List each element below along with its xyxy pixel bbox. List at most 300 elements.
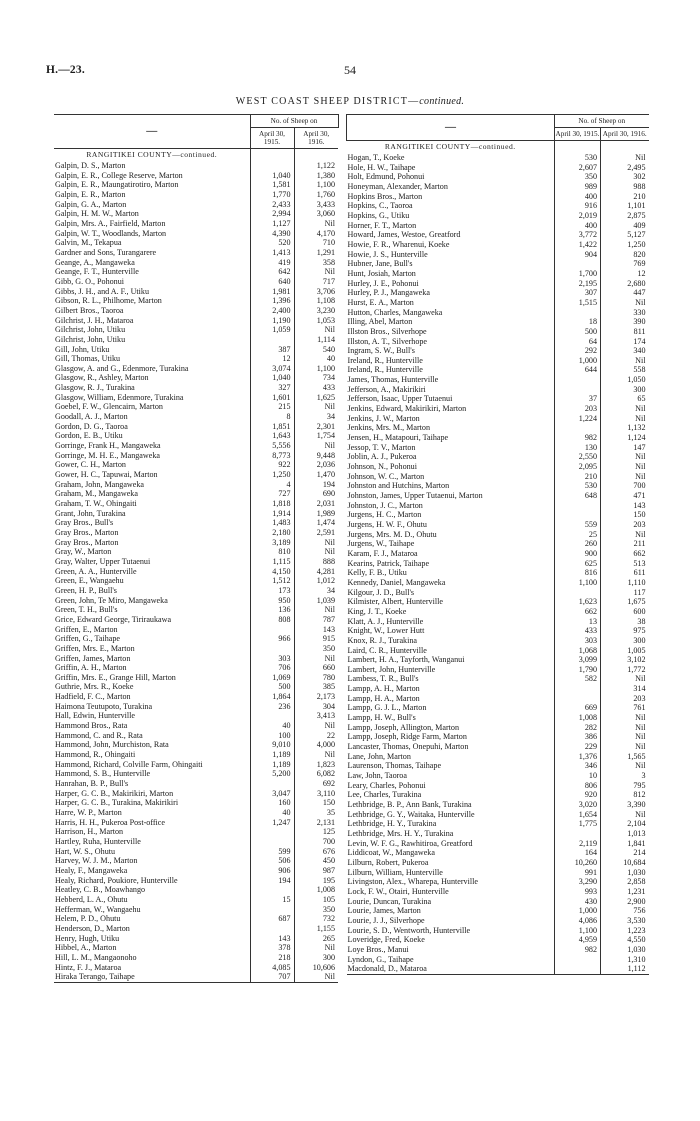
owner-name-cell: Graham, T. W., Ohingaiti (55, 499, 137, 508)
sheep-1915-cell: 2,095 (555, 462, 601, 472)
sheep-1915-cell: 215 (250, 402, 294, 412)
sheep-1915-cell: 707 (250, 972, 294, 982)
sheep-1915-cell: 130 (555, 443, 601, 453)
sheep-1915-cell: 922 (250, 460, 294, 470)
table-row (347, 636, 649, 646)
sheep-1915-cell: 640 (250, 277, 294, 287)
sheep-1916-cell: 1,470 (294, 470, 338, 480)
owner-name-cell: Glasgow, R. J., Turakina (55, 383, 135, 393)
sheep-1916-cell: 35 (294, 808, 338, 818)
owner-name-cell: Loveridge, Fred, Koeke (347, 935, 425, 945)
sheep-1916-cell: 105 (294, 895, 338, 905)
sheep-1915-cell: 210 (555, 472, 601, 482)
sheep-1915-cell: 1,069 (250, 673, 294, 683)
owner-name-cell: James, Thomas, Hunterville (347, 375, 439, 385)
sheep-1916-cell: Nil (294, 219, 338, 229)
owner-name-cell: Hintz, F. J., Mataroa (55, 962, 122, 972)
sheep-1916-cell: 717 (294, 277, 338, 287)
sheep-1915-cell: 1,512 (250, 576, 294, 586)
owner-name-cell: Hurley, P. J., Mangaweka (347, 288, 430, 298)
sheep-1916-cell: Nil (294, 402, 338, 412)
owner-name-cell: Heatley, C. B., Moawhango (55, 885, 146, 895)
owner-name-cell: Harre, W. P., Marton (55, 808, 122, 817)
sheep-1916-cell: 1,110 (601, 578, 649, 588)
sheep-1916-cell: 513 (601, 559, 649, 569)
sheep-1915-cell: 307 (555, 288, 601, 298)
sheep-1915-cell: 1,483 (250, 518, 294, 528)
owner-name-cell: Graham, M., Mangaweka (55, 489, 138, 499)
owner-name-cell: Hurley, J. E., Pohonui (347, 278, 419, 288)
sheep-1915-cell: 991 (555, 868, 601, 878)
sheep-1915-cell: 9,010 (250, 740, 294, 750)
right-sheep-table (346, 114, 649, 975)
owner-name-cell: Jenkins, Edward, Makirikiri, Marton (347, 404, 467, 414)
owner-name-cell: Gower, H. C., Tapuwai, Marton (55, 470, 158, 480)
table-row (347, 945, 649, 955)
sheep-1915-cell: 2,195 (555, 279, 601, 289)
table-row (54, 190, 338, 200)
table-row (54, 567, 338, 577)
sheep-1915-cell: 3,047 (250, 789, 294, 799)
sheep-1916-cell: 988 (601, 182, 649, 192)
table-row (54, 837, 338, 847)
table-row (54, 161, 338, 171)
table-row (54, 528, 338, 538)
sheep-1916-cell: 812 (601, 790, 649, 800)
title-main: WEST COAST SHEEP DISTRICT— (235, 96, 420, 107)
sheep-1916-cell: 676 (294, 847, 338, 857)
sheep-1916-cell: 2,680 (601, 279, 649, 289)
sheep-1915-cell: 4,959 (555, 935, 601, 945)
owner-name-cell: Gray, Walter, Upper Tutaenui (55, 556, 151, 566)
table-row (347, 684, 649, 694)
table-row (347, 954, 649, 964)
owner-name-cell: Kelly, F. B., Utiku (347, 568, 407, 578)
table-row (347, 713, 649, 723)
owner-name-cell: Knox, R. J., Turakina (347, 635, 417, 645)
sheep-1915-cell: 40 (250, 808, 294, 818)
sheep-1915-cell: 599 (250, 847, 294, 857)
sheep-1916-cell: 150 (294, 798, 338, 808)
table-row (347, 462, 649, 472)
owner-name-cell: Griffin, Mrs. E., Grange Hill, Marton (55, 672, 176, 682)
sheep-1915-cell: 1,068 (555, 645, 601, 655)
owner-name-cell: Lourie, J. J., Silverhope (347, 915, 425, 925)
owner-name-cell: Hibbel, A., Marton (55, 943, 117, 953)
owner-name-cell: Livingston, Alex., Wharepa, Hunterville (347, 877, 478, 887)
owner-name-cell: Grant, John, Turakina (55, 508, 126, 518)
sheep-1915-cell (250, 905, 294, 915)
sheep-1916-cell: 2,031 (294, 499, 338, 509)
table-row (347, 790, 649, 800)
owner-name-cell: Jefferson, A., Makirikiri (347, 384, 426, 394)
sheep-1916-cell: 1,754 (294, 431, 338, 441)
sheep-1916-cell: 2,900 (601, 897, 649, 907)
sheep-1916-cell: 558 (601, 365, 649, 375)
table-row (54, 750, 338, 760)
sheep-1915-cell: 236 (250, 702, 294, 712)
owner-name-cell: Lampp, G. J. L., Marton (347, 703, 427, 713)
sheep-1916-cell: 447 (601, 288, 649, 298)
table-row (54, 209, 338, 219)
sheep-1915-cell: 4,086 (555, 916, 601, 926)
owner-name-cell: Lampp, A. H., Marton (347, 684, 420, 694)
sheep-1915-cell (250, 161, 294, 171)
owner-name-cell: Hogan, T., Koeke (347, 153, 405, 163)
sheep-1916-cell: 1,760 (294, 190, 338, 200)
sheep-1916-cell: 1,050 (601, 375, 649, 385)
table-row (54, 605, 338, 615)
sheep-1915-cell: 1,422 (555, 240, 601, 250)
table-row (347, 433, 649, 443)
sheep-1916-cell: 2,131 (294, 818, 338, 828)
sheep-1915-cell: 1,981 (250, 287, 294, 297)
table-row (54, 798, 338, 808)
sheep-1916-cell: 1,250 (601, 240, 649, 250)
table-row (54, 856, 338, 866)
table-row (54, 335, 338, 345)
owner-name-cell: Kearins, Patrick, Taihape (347, 558, 430, 568)
table-row (347, 848, 649, 858)
table-row (347, 230, 649, 240)
sheep-1915-cell: 433 (555, 626, 601, 636)
sheep-1915-cell: 1,396 (250, 296, 294, 306)
table-row (54, 344, 338, 354)
table-row (347, 250, 649, 260)
owner-name-cell: Laurenson, Thomas, Taihape (347, 761, 442, 771)
table-row (347, 539, 649, 549)
table-row (347, 694, 649, 704)
sheep-1915-cell: 582 (555, 674, 601, 684)
sheep-1915-cell: 916 (555, 201, 601, 211)
table-row (54, 238, 338, 248)
sheep-1915-cell: 642 (250, 267, 294, 277)
sheep-1915-cell: 327 (250, 383, 294, 393)
table-row (54, 258, 338, 268)
owner-name-cell: Karam, F. J., Mataroa (347, 548, 418, 558)
owner-name-cell: Lethbridge, H. Y., Turakina (347, 819, 437, 829)
table-row (54, 373, 338, 383)
sheep-1915-cell: 3,099 (555, 655, 601, 665)
owner-name-cell: Gray Bros., Bull's (55, 518, 114, 528)
sheep-1916-cell: 150 (601, 510, 649, 520)
sheep-1915-cell: 3,290 (555, 877, 601, 887)
sheep-1915-cell: 500 (250, 682, 294, 692)
table-row (347, 665, 649, 675)
sheep-1915-cell (555, 954, 601, 964)
owner-name-cell: Horner, F. T., Marton (347, 220, 417, 230)
table-row (347, 269, 649, 279)
table-row (347, 752, 649, 762)
sheep-1915-cell (555, 588, 601, 598)
sheep-1916-cell: 3,102 (601, 655, 649, 665)
left-table-block (54, 114, 338, 983)
sheep-1915-cell: 173 (250, 586, 294, 596)
table-row (347, 201, 649, 211)
sheep-1915-cell (555, 684, 601, 694)
sheep-1915-cell: 1,775 (555, 819, 601, 829)
table-row (347, 336, 649, 346)
table-row (54, 441, 338, 451)
sheep-1916-cell: 756 (601, 906, 649, 916)
table-row (54, 847, 338, 857)
owner-name-cell: Ireland, R., Hunterville (347, 355, 423, 365)
sheep-1916-cell: 10,684 (601, 858, 649, 868)
sheep-1916-cell: 3,110 (294, 789, 338, 799)
table-row (54, 634, 338, 644)
owner-name-cell: Liddicoat, W., Mangaweka (347, 848, 435, 858)
table-row (54, 827, 338, 837)
owner-name-cell: Griffen, Mrs. E., Marton (55, 643, 135, 653)
sheep-1916-cell: 265 (294, 934, 338, 944)
owner-name-cell: Kilmister, Albert, Hunterville (347, 597, 443, 607)
owner-name-cell: Lourie, James, Marton (347, 906, 421, 916)
sheep-1916-cell: 3,390 (601, 800, 649, 810)
sheep-1916-cell: 1,100 (294, 180, 338, 190)
table-row (54, 934, 338, 944)
sheep-1915-cell: 400 (555, 192, 601, 202)
owner-name-cell: Jefferson, Isaac, Upper Tutaenui (347, 394, 453, 404)
owner-name-cell: Gray Bros., Marton (55, 527, 119, 537)
owner-name-cell: Macdonald, D., Mataroa (347, 964, 555, 974)
table-row (54, 895, 338, 905)
owner-name-cell: Galpin, D. S., Marton (55, 161, 126, 171)
sheep-1916-cell: 1,223 (601, 926, 649, 936)
sheep-1916-cell: 3,530 (601, 916, 649, 926)
owner-name-cell: Hanrahan, B. P., Bull's (55, 779, 129, 789)
sheep-1915-cell: 100 (250, 731, 294, 741)
sheep-1916-cell: 2,875 (601, 211, 649, 221)
table-row (347, 481, 649, 491)
sheep-1916-cell: 471 (601, 491, 649, 501)
owner-name-cell: King, J. T., Koeke (347, 606, 407, 616)
table-row (54, 692, 338, 702)
sheep-1915-cell: 12 (250, 354, 294, 364)
owner-name-cell: Lampp, Joseph, Allington, Marton (347, 722, 460, 732)
sheep-1916-cell: Nil (601, 810, 649, 820)
table-row (347, 877, 649, 887)
sheep-1915-cell (250, 779, 294, 789)
sheep-1915-cell: 136 (250, 605, 294, 615)
owner-name-cell: Kennedy, Daniel, Mangaweka (347, 577, 446, 587)
table-row (347, 906, 649, 916)
sheep-1916-cell: 38 (601, 617, 649, 627)
sheep-1915-cell: 982 (555, 945, 601, 955)
owner-name-cell: Gibson, R. L., Philhome, Marton (55, 296, 162, 306)
sheep-1916-cell: Nil (601, 153, 649, 163)
sheep-1915-cell: 3,189 (250, 538, 294, 548)
owner-name-cell: Gibb, G. O., Pohonui (55, 276, 125, 286)
owner-name-cell: Hammond, Richard, Colville Farm, Ohingaiti (55, 759, 203, 769)
table-row (54, 615, 338, 625)
sheep-1915-cell: 993 (555, 887, 601, 897)
table-row (347, 520, 649, 530)
table-row (54, 644, 338, 654)
table-row (54, 682, 338, 692)
sheep-1916-cell: 22 (294, 731, 338, 741)
sheep-1915-cell: 387 (250, 344, 294, 354)
owner-name-cell: Gorringe, Frank H., Mangaweka (55, 441, 161, 451)
owner-name-cell: Hartley, Ruha, Hunterville (55, 836, 141, 846)
sheep-1915-cell: 1,189 (250, 760, 294, 770)
col-header-1915: April 30, 1915. (250, 128, 294, 149)
sheep-1916-cell: Nil (601, 713, 649, 723)
sheep-1915-cell (555, 385, 601, 395)
table-row (347, 211, 649, 221)
table-row (54, 538, 338, 548)
sheep-1915-cell: 1,127 (250, 219, 294, 229)
sheep-1915-cell: 40 (250, 721, 294, 731)
sheep-1916-cell: 2,495 (601, 163, 649, 173)
sheep-1916-cell: 1,100 (294, 364, 338, 374)
table-row (347, 346, 649, 356)
owner-name-cell: Galvin, M., Tekapua (55, 238, 122, 248)
table-row (347, 491, 649, 501)
table-row (347, 829, 649, 839)
sheep-1916-cell: 350 (294, 644, 338, 654)
table-row (347, 810, 649, 820)
table-row (347, 588, 649, 598)
table-row (347, 404, 649, 414)
sheep-1916-cell: 4,000 (294, 740, 338, 750)
sheep-1915-cell: 1,413 (250, 248, 294, 258)
sheep-1916-cell: 1,675 (601, 597, 649, 607)
sheep-1915-cell (555, 829, 601, 839)
owner-name-cell: Goebel, F. W., Glencairn, Marton (55, 402, 163, 412)
sheep-1915-cell (555, 259, 601, 269)
table-row (54, 460, 338, 470)
sheep-1916-cell: 314 (601, 684, 649, 694)
sheep-1916-cell: 203 (601, 520, 649, 530)
sheep-1915-cell (250, 827, 294, 837)
table-row (347, 172, 649, 182)
sheep-1916-cell: Nil (294, 943, 338, 953)
table-row (347, 365, 649, 375)
sheep-1915-cell: 530 (555, 481, 601, 491)
sheep-1916-cell: 3,230 (294, 306, 338, 316)
owner-name-cell: Lambess, T. R., Bull's (347, 674, 419, 684)
sheep-1915-cell: 1,059 (250, 325, 294, 335)
table-row (347, 414, 649, 424)
sheep-1916-cell: 2,858 (601, 877, 649, 887)
table-row (347, 858, 649, 868)
sheep-1915-cell: 966 (250, 634, 294, 644)
owner-name-cell: Gordon, D. G., Taoroa (55, 421, 128, 431)
owner-name-cell: Glasgow, William, Edenmore, Turakina (55, 392, 184, 402)
sheep-1916-cell: 300 (601, 636, 649, 646)
owner-name-cell: Lethbridge, Mrs. H. Y., Turakina (347, 828, 454, 838)
sheep-1916-cell: Nil (294, 721, 338, 731)
sheep-1915-cell: 1,247 (250, 818, 294, 828)
owner-name-cell: Gibbs, J. H., and A. F., Utiku (55, 286, 150, 296)
owner-name-cell: Jensen, H., Matapouri, Taihape (347, 433, 449, 443)
sheep-1916-cell: 4,550 (601, 935, 649, 945)
owner-name-cell: Gordon, E. B., Utiku (55, 431, 123, 441)
owner-name-cell: Griffen, G., Taihape (55, 634, 120, 644)
table-row (347, 279, 649, 289)
table-row (347, 153, 649, 163)
sheep-1916-cell: 1,380 (294, 171, 338, 181)
owner-name-cell: Helem, P. D., Ohutu (55, 914, 121, 924)
table-row (347, 356, 649, 366)
owner-name-cell: Lambert, H. A., Tayforth, Wanganui (347, 655, 465, 665)
sheep-1916-cell: 611 (601, 568, 649, 578)
sheep-1916-cell: 1,155 (294, 924, 338, 934)
owner-name-cell: Law, John, Taoroa (347, 771, 407, 781)
sheep-1916-cell: 358 (294, 258, 338, 268)
title-continued: continued. (419, 96, 465, 107)
owner-name-cell: Lampp, Joseph, Ridge Farm, Marton (347, 732, 467, 742)
sheep-1916-cell: 12 (601, 269, 649, 279)
table-row (347, 781, 649, 791)
owner-name-cell: Hopkins, G., Utiku (347, 210, 410, 220)
sheep-1915-cell: 1,914 (250, 509, 294, 519)
table-row (54, 711, 338, 721)
owner-name-cell: Hefferman, W., Wangaehu (55, 904, 141, 914)
owner-name-cell: Hiraka Terango, Taihape (54, 972, 250, 982)
sheep-1916-cell: Nil (294, 547, 338, 557)
table-row (347, 559, 649, 569)
sheep-group-header: No. of Sheep on (250, 115, 338, 128)
owner-name-cell: Lourie, Duncan, Turakina (347, 896, 432, 906)
sheep-1916-cell: Nil (294, 538, 338, 548)
sheep-1916-cell: 710 (294, 238, 338, 248)
sheep-1915-cell: 4,085 (250, 962, 294, 972)
owner-name-cell: Glasgow, A. and G., Edenmore, Turakina (55, 363, 189, 373)
sheep-1915-cell: 3,772 (555, 230, 601, 240)
table-row (347, 510, 649, 520)
sheep-1916-cell: 1,108 (294, 296, 338, 306)
table-row (54, 422, 338, 432)
owner-name-cell: Hole, H. W., Taihape (347, 162, 416, 172)
sheep-1916-cell: 1,474 (294, 518, 338, 528)
sheep-1915-cell: 1,643 (250, 431, 294, 441)
sheep-1915-cell: 4,390 (250, 229, 294, 239)
owner-name-cell: Jurgens, W., Taihape (347, 539, 415, 549)
sheep-1915-cell: 292 (555, 346, 601, 356)
owner-name-cell: Lancaster, Thomas, Onepuhi, Marton (347, 742, 469, 752)
sheep-1915-cell: 1,100 (555, 578, 601, 588)
table-row (347, 935, 649, 945)
sheep-1916-cell: 10,606 (294, 962, 338, 972)
table-row (54, 779, 338, 789)
owner-name-cell: Gorringe, M. H. E., Mangaweka (55, 450, 160, 460)
table-row (54, 171, 338, 181)
table-row (54, 489, 338, 499)
sheep-1915-cell: 810 (250, 547, 294, 557)
sheep-1916-cell: 1,231 (601, 887, 649, 897)
sheep-1915-cell (555, 964, 601, 974)
owner-name-cell: Illing, Abel, Marton (347, 317, 413, 327)
sheep-1915-cell: 8 (250, 412, 294, 422)
table-row (54, 431, 338, 441)
table-row (347, 385, 649, 395)
sheep-1915-cell: 2,180 (250, 528, 294, 538)
sheep-1916-cell: 2,104 (601, 819, 649, 829)
sheep-1916-cell: 2,173 (294, 692, 338, 702)
sheep-1915-cell: 203 (555, 404, 601, 414)
sheep-1915-cell: 13 (555, 617, 601, 627)
sheep-1915-cell: 10,260 (555, 858, 601, 868)
owner-name-cell: Galpin, E. R., Maungatirotiro, Marton (55, 180, 179, 190)
sheep-1916-cell: 330 (601, 308, 649, 318)
sheep-1916-cell: Nil (294, 325, 338, 335)
table-row (347, 394, 649, 404)
owner-name-cell: Healy, F., Mangaweka (55, 865, 128, 875)
table-row (347, 674, 649, 684)
sheep-1916-cell: 2,591 (294, 528, 338, 538)
sheep-1915-cell: 500 (555, 327, 601, 337)
